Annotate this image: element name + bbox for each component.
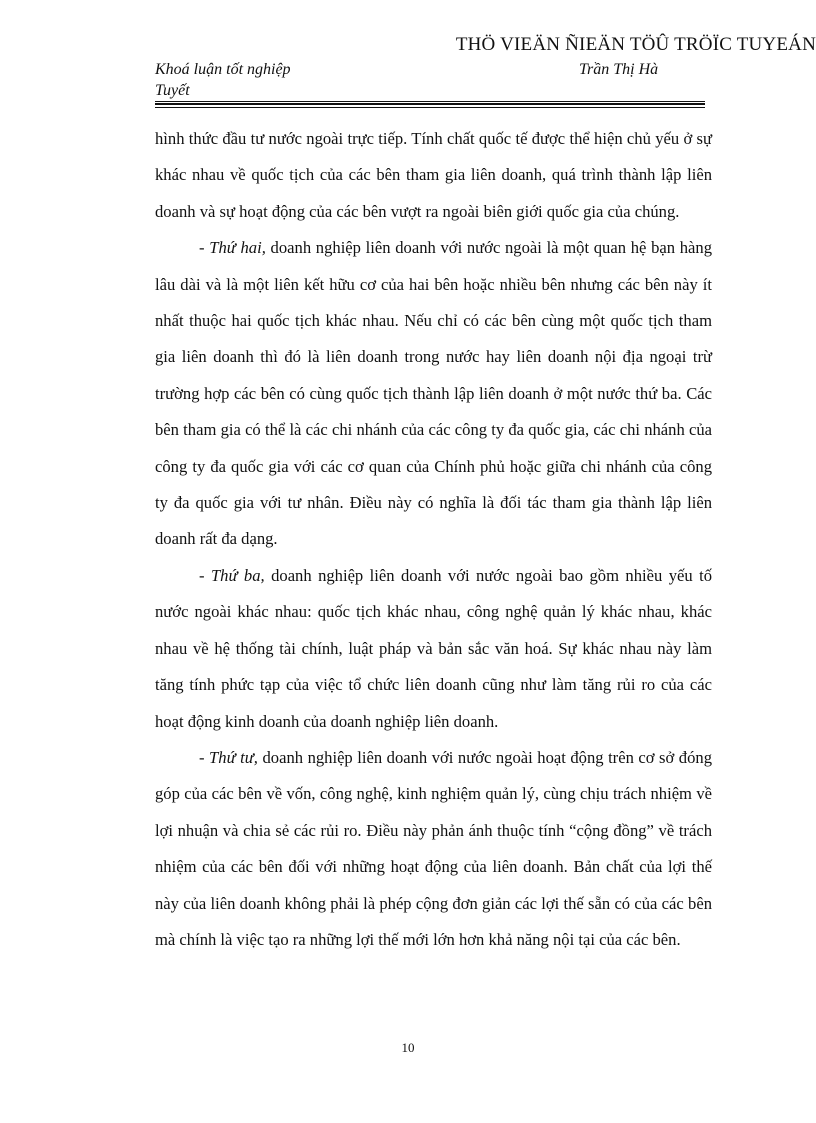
paragraph-2-text: doanh nghiệp liên doanh với nước ngoài là một quan hệ bạn hàng lâu dài và là một liên kết hữu cơ của hai bên hoặc nhiều bên nhưng các bên này ít nhất thuộc hai quốc tịch khác nhau. Nếu chỉ có các bên cùng một quốc tịch tham gia liên doanh thì đó là liên doanh trong nước hay liên doanh nội địa ngoại trừ trường hợp các bên có cùng quốc tịch thành lập liên doanh ở một nước thứ ba. Các bên tham gia có thể là các chi nhánh của các công ty đa quốc gia, các chi nhánh của công ty đa quốc gia với các cơ quan của Chính phủ hoặc giữa chi nhánh của công ty đa quốc gia với tư nhân. Điều này có nghĩa là đối tác tham gia thành lập liên doanh rất đa dạng. (155, 238, 712, 549)
header-rule (155, 103, 705, 105)
header-rule (155, 107, 705, 108)
paragraph-3 (155, 558, 712, 740)
document-body (155, 121, 712, 958)
paragraph-3-label: - Thứ ba, (199, 565, 265, 585)
paragraph-2 (155, 230, 712, 558)
paragraph-4-label: - Thứ tư, (199, 747, 258, 767)
paragraph-4-text: doanh nghiệp liên doanh với nước ngoài hoạt động trên cơ sở đóng góp của các bên về vốn, công nghệ, kinh nghiệm quản lý, cùng chịu trách nhiệm về lợi nhuận và chia sẻ các rủi ro. Điều này phản ánh thuộc tính “cộng đồng” về trách nhiệm của các bên đối với những hoạt động của liên doanh. Bản chất của lợi thế này của liên doanh không phải là phép cộng đơn giản các lợi thế sẵn có của các bên mà chính là việc tạo ra những lợi thế mới lớn hơn khả năng nội tại của các bên. (155, 747, 712, 949)
header-author-name-continued: Tuyết (155, 82, 190, 99)
paragraph-1: hình thức đầu tư nước ngoài trực tiếp. Tính chất quốc tế được thể hiện chủ yếu ở sự khác nhau về quốc tịch của các bên tham gia liên doanh, quá trình thành lập liên doanh và sự hoạt động của các bên vượt ra ngoài biên giới quốc gia của chúng. (155, 129, 712, 221)
paragraph-2-label: - Thứ hai, (199, 238, 266, 258)
library-watermark: THÖ VIEÄN ÑIEÄN TÖÛ TRÖÏC TUYEÁN (455, 34, 816, 55)
paragraph-3-text: doanh nghiệp liên doanh với nước ngoài bao gồm nhiều yếu tố nước ngoài khác nhau: quốc tịch khác nhau, công nghệ quản lý khác nhau, khác nhau về hệ thống tài chính, luật pháp và bản sắc văn hoá. Sự khác nhau này làm tăng tính phức tạp của việc tổ chức liên doanh cũng như làm tăng rủi ro của các hoạt động kinh doanh của doanh nghiệp liên doanh. (155, 565, 712, 731)
header-rule (155, 101, 705, 102)
paragraph-4 (155, 740, 712, 958)
page-number: 10 (401, 1040, 415, 1055)
header-author-name: Trần Thị Hà (579, 61, 659, 78)
header-thesis-label: Khoá luận tốt nghiệp (155, 61, 291, 78)
